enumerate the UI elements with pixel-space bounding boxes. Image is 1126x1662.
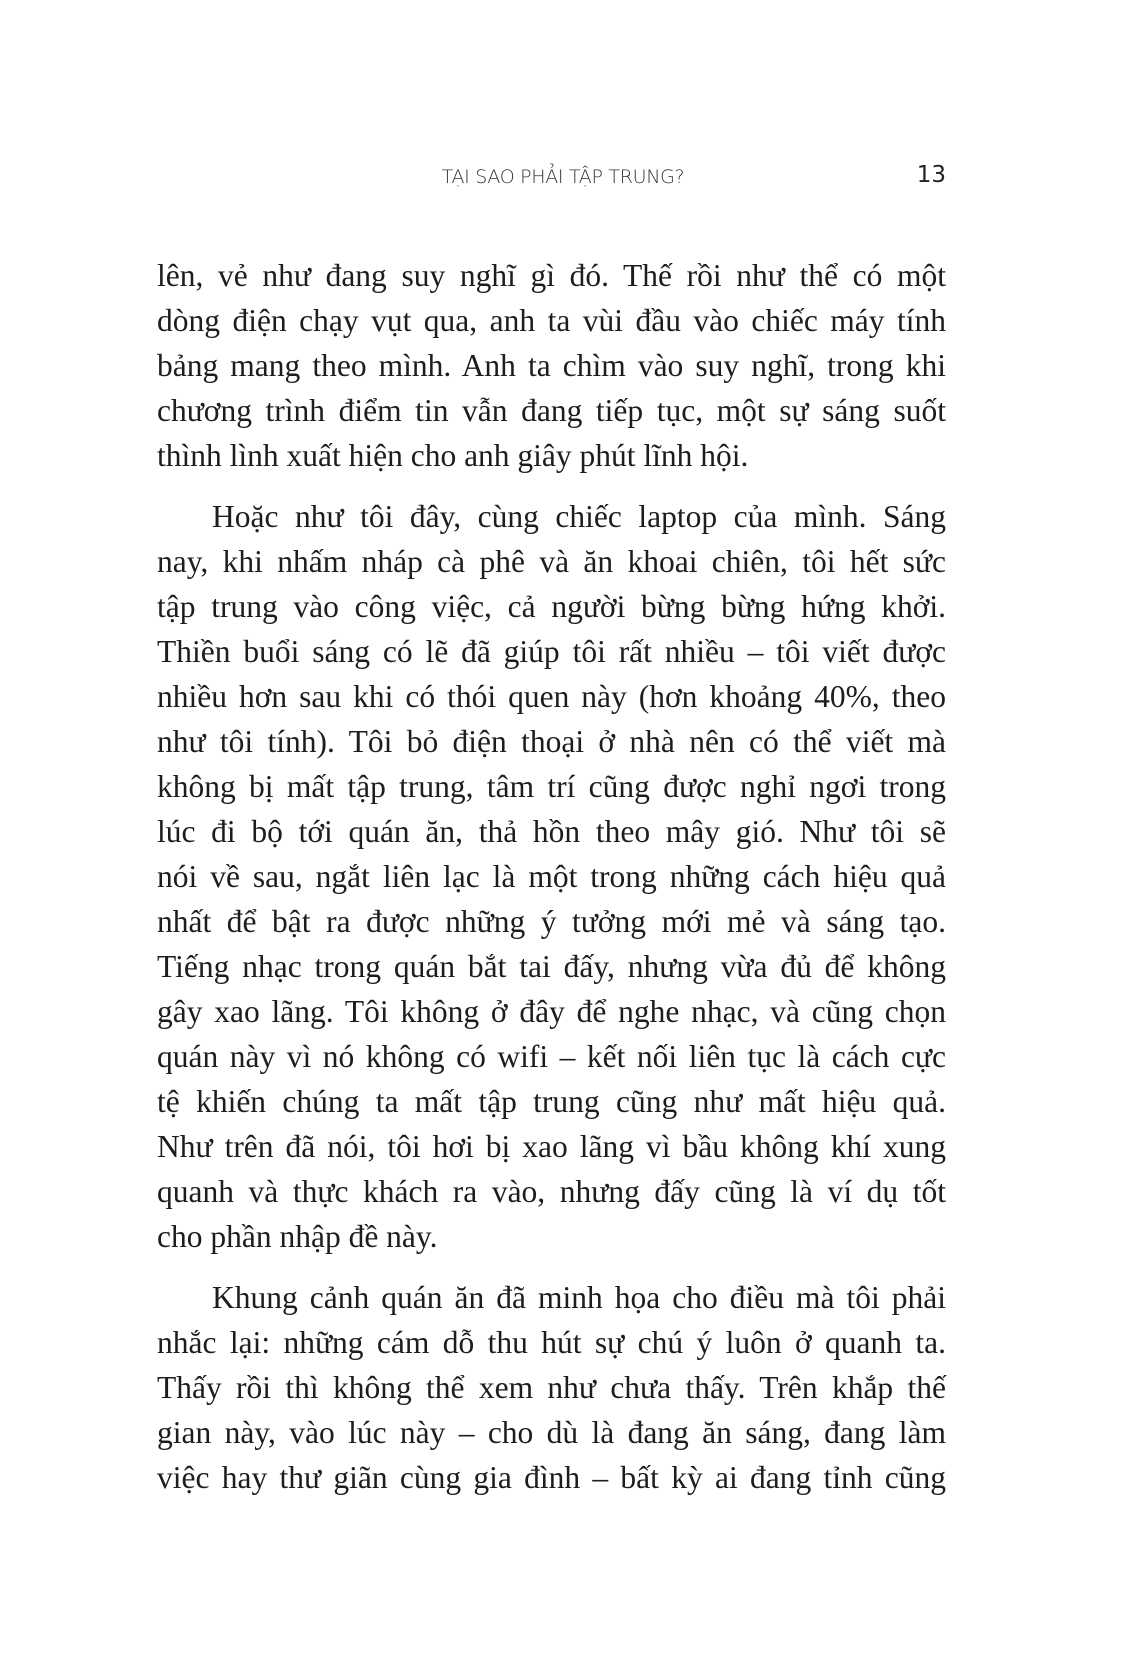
running-header-title: TẠI SAO PHẢI TẬP TRUNG? <box>441 166 685 188</box>
text-line: nhất để bật ra được những ý tưởng mới mẻ và sáng tạo. <box>157 904 946 939</box>
text-line: không bị mất tập trung, tâm trí cũng được nghỉ ngơi trong <box>157 769 946 804</box>
text-line: gian này, vào lúc này – cho dù là đang ăn sáng, đang làm <box>157 1415 946 1450</box>
text-line: Thiền buổi sáng có lẽ đã giúp tôi rất nhiều – tôi viết được <box>157 634 946 669</box>
text-line: nhiều hơn sau khi có thói quen này (hơn khoảng 40%, theo <box>157 679 946 714</box>
body-text <box>157 253 946 1516</box>
text-line: nói về sau, ngắt liên lạc là một trong những cách hiệu quả <box>157 859 946 894</box>
text-line: dòng điện chạy vụt qua, anh ta vùi đầu vào chiếc máy tính <box>157 303 946 338</box>
text-line: nay, khi nhấm nháp cà phê và ăn khoai chiên, tôi hết sức <box>157 544 946 579</box>
text-line: Hoặc như tôi đây, cùng chiếc laptop của mình. Sáng <box>212 499 946 534</box>
page-number: 13 <box>916 162 946 188</box>
text-line: Thấy rồi thì không thể xem như chưa thấy. Trên khắp thế <box>157 1370 946 1405</box>
text-line: quán này vì nó không có wifi – kết nối liên tục là cách cực <box>157 1039 946 1074</box>
text-line: Tiếng nhạc trong quán bắt tai đấy, nhưng vừa đủ để không <box>157 949 946 984</box>
text-line: thình lình xuất hiện cho anh giây phút lĩnh hội. <box>157 438 749 473</box>
text-line: quanh và thực khách ra vào, nhưng đấy cũng là ví dụ tốt <box>157 1174 946 1209</box>
text-line: nhắc lại: những cám dỗ thu hút sự chú ý luôn ở quanh ta. <box>157 1325 946 1360</box>
text-line: lên, vẻ như đang suy nghĩ gì đó. Thế rồi như thể có một <box>157 258 946 293</box>
text-line: gây xao lãng. Tôi không ở đây để nghe nhạc, và cũng chọn <box>157 994 946 1029</box>
text-line: lúc đi bộ tới quán ăn, thả hồn theo mây gió. Như tôi sẽ <box>157 814 946 849</box>
text-line: Như trên đã nói, tôi hơi bị xao lãng vì bầu không khí xung <box>157 1129 946 1164</box>
text-line: chương trình điểm tin vẫn đang tiếp tục, một sự sáng suốt <box>157 393 946 428</box>
paragraph-3 <box>157 1275 946 1500</box>
text-line: Khung cảnh quán ăn đã minh họa cho điều mà tôi phải <box>212 1280 946 1315</box>
paragraph-2 <box>157 494 946 1259</box>
text-line: tập trung vào công việc, cả người bừng bừng hứng khởi. <box>157 589 946 624</box>
text-line: như tôi tính). Tôi bỏ điện thoại ở nhà nên có thể viết mà <box>157 724 946 759</box>
text-line: cho phần nhập đề này. <box>157 1219 438 1254</box>
text-line: việc hay thư giãn cùng gia đình – bất kỳ ai đang tỉnh cũng <box>157 1460 946 1495</box>
text-line: tệ khiến chúng ta mất tập trung cũng như mất hiệu quả. <box>157 1084 946 1119</box>
text-line: bảng mang theo mình. Anh ta chìm vào suy nghĩ, trong khi <box>157 348 946 383</box>
paragraph-1 <box>157 253 946 478</box>
